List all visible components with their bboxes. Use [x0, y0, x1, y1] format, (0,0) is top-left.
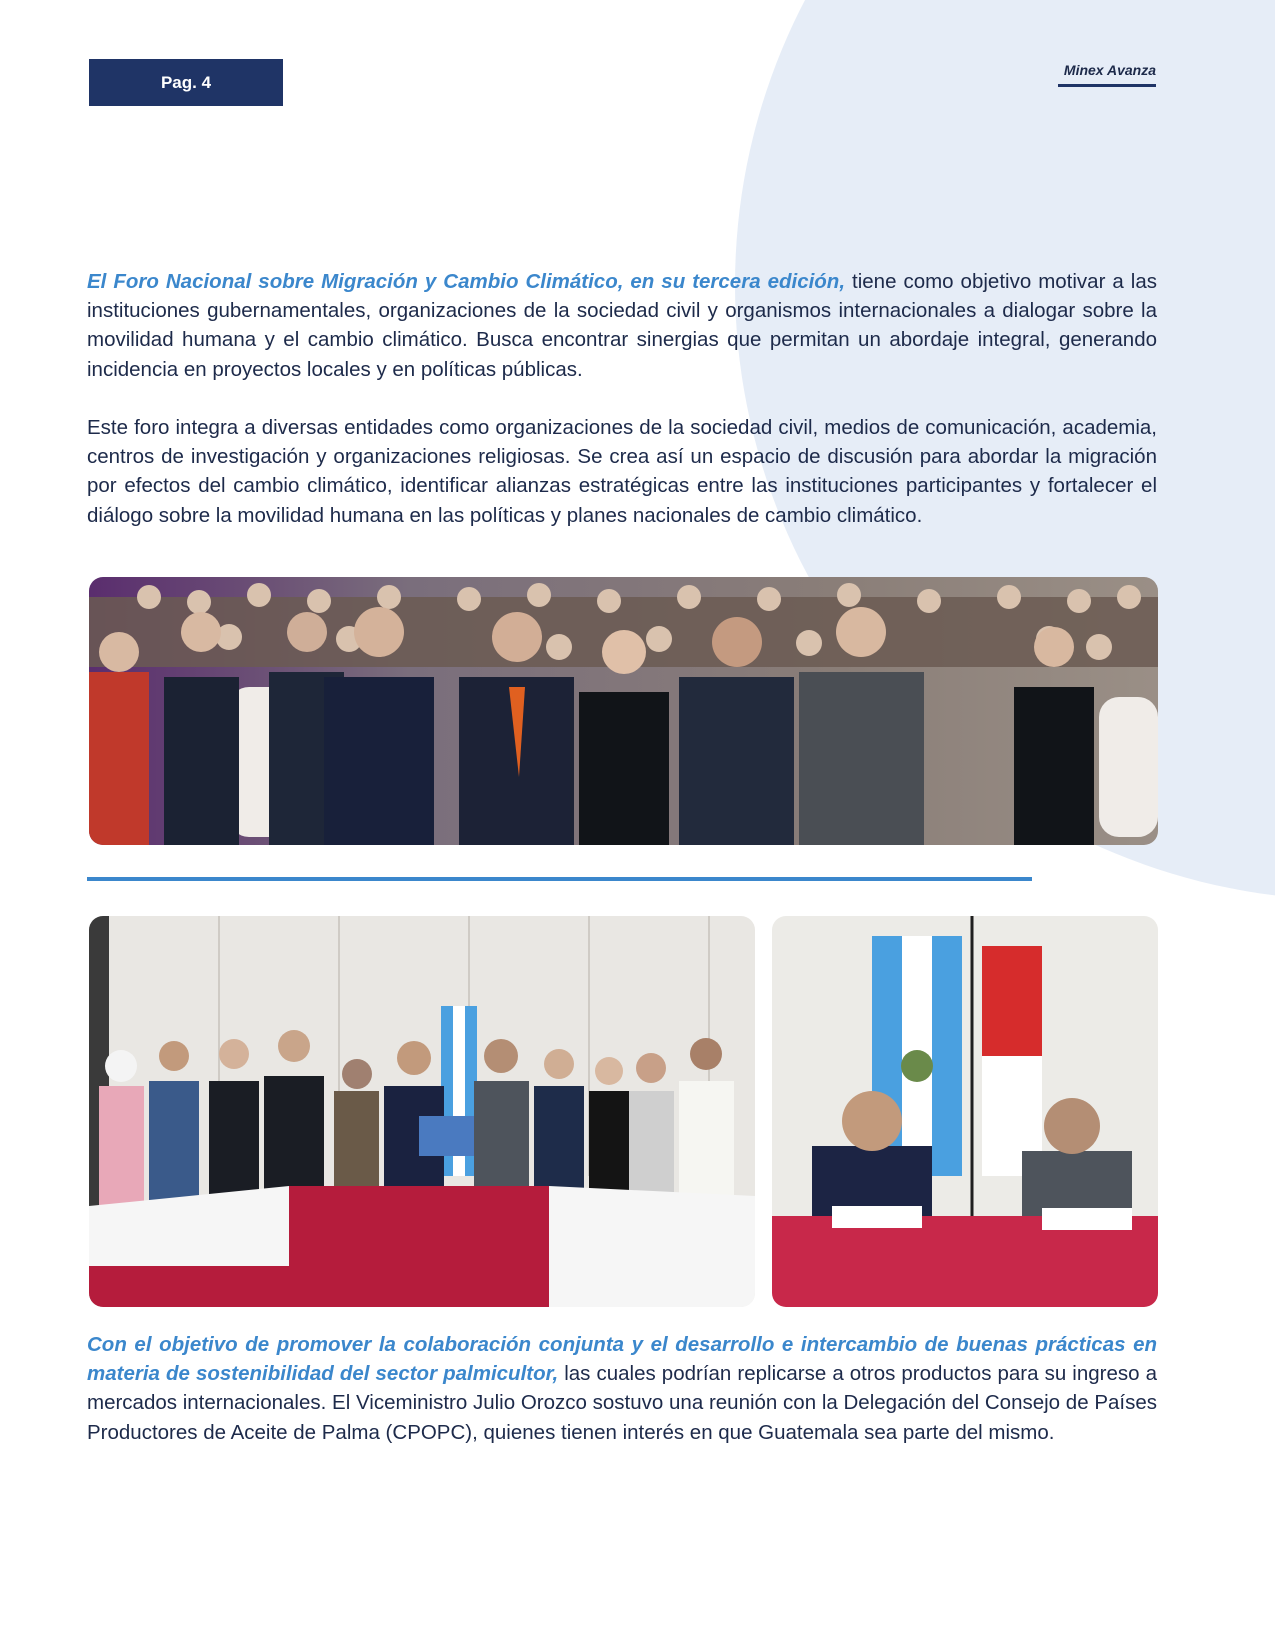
page-number-tab [89, 59, 283, 106]
forum-details-text: Este foro integra a diversas entidades como organizaciones de la sociedad civil, medios de comunicación, academia, centros de investigación y organizaciones religiosas. Se crea así un espacio de discusión para abordar la migración por efectos del cambio climático, identificar alianzas estratégicas entre las instituciones participantes y fortalecer el diálogo sobre la movilidad humana en las políticas y planes nacionales de cambio climático. [87, 416, 1157, 527]
bilateral-meeting-photo [772, 916, 1158, 1307]
brand-label: Minex Avanza [1058, 62, 1156, 87]
paragraph-forum-intro [87, 267, 1157, 384]
section-divider [87, 877, 1032, 881]
cpopc-meeting-highlight: Con el objetivo de promover la colaboración conjunta y el desarrollo e intercambio de buenas prácticas en materia de sostenibilidad del sector palmicultor, [87, 1333, 1157, 1386]
delegation-group-photo [89, 916, 755, 1307]
forum-intro-highlight: El Foro Nacional sobre Migración y Cambio Climático, en su tercera edición, [87, 270, 846, 293]
forum-group-photo [89, 577, 1158, 845]
paragraph-forum-details [87, 413, 1157, 530]
cpopc-meeting-text: las cuales podrían replicarse a otros productos para su ingreso a mercados internacionales. El Viceministro Julio Orozco sostuvo una reunión con la Delegación del Consejo de Países Productores de Aceite de Palma (CPOPC), quienes tienen interés en que Guatemala sea parte del mismo. [87, 1362, 1157, 1444]
paragraph-cpopc-meeting [87, 1330, 1157, 1447]
forum-intro-text: tiene como objetivo motivar a las instituciones gubernamentales, organizaciones de la sociedad civil y organismos internacionales a dialogar sobre la movilidad humana y el cambio climático. Busca encontrar sinergias que permitan un abordaje integral, generando incidencia en proyectos locales y en políticas públicas. [87, 270, 1157, 381]
page-number-label: Pag. 4 [160, 72, 212, 92]
